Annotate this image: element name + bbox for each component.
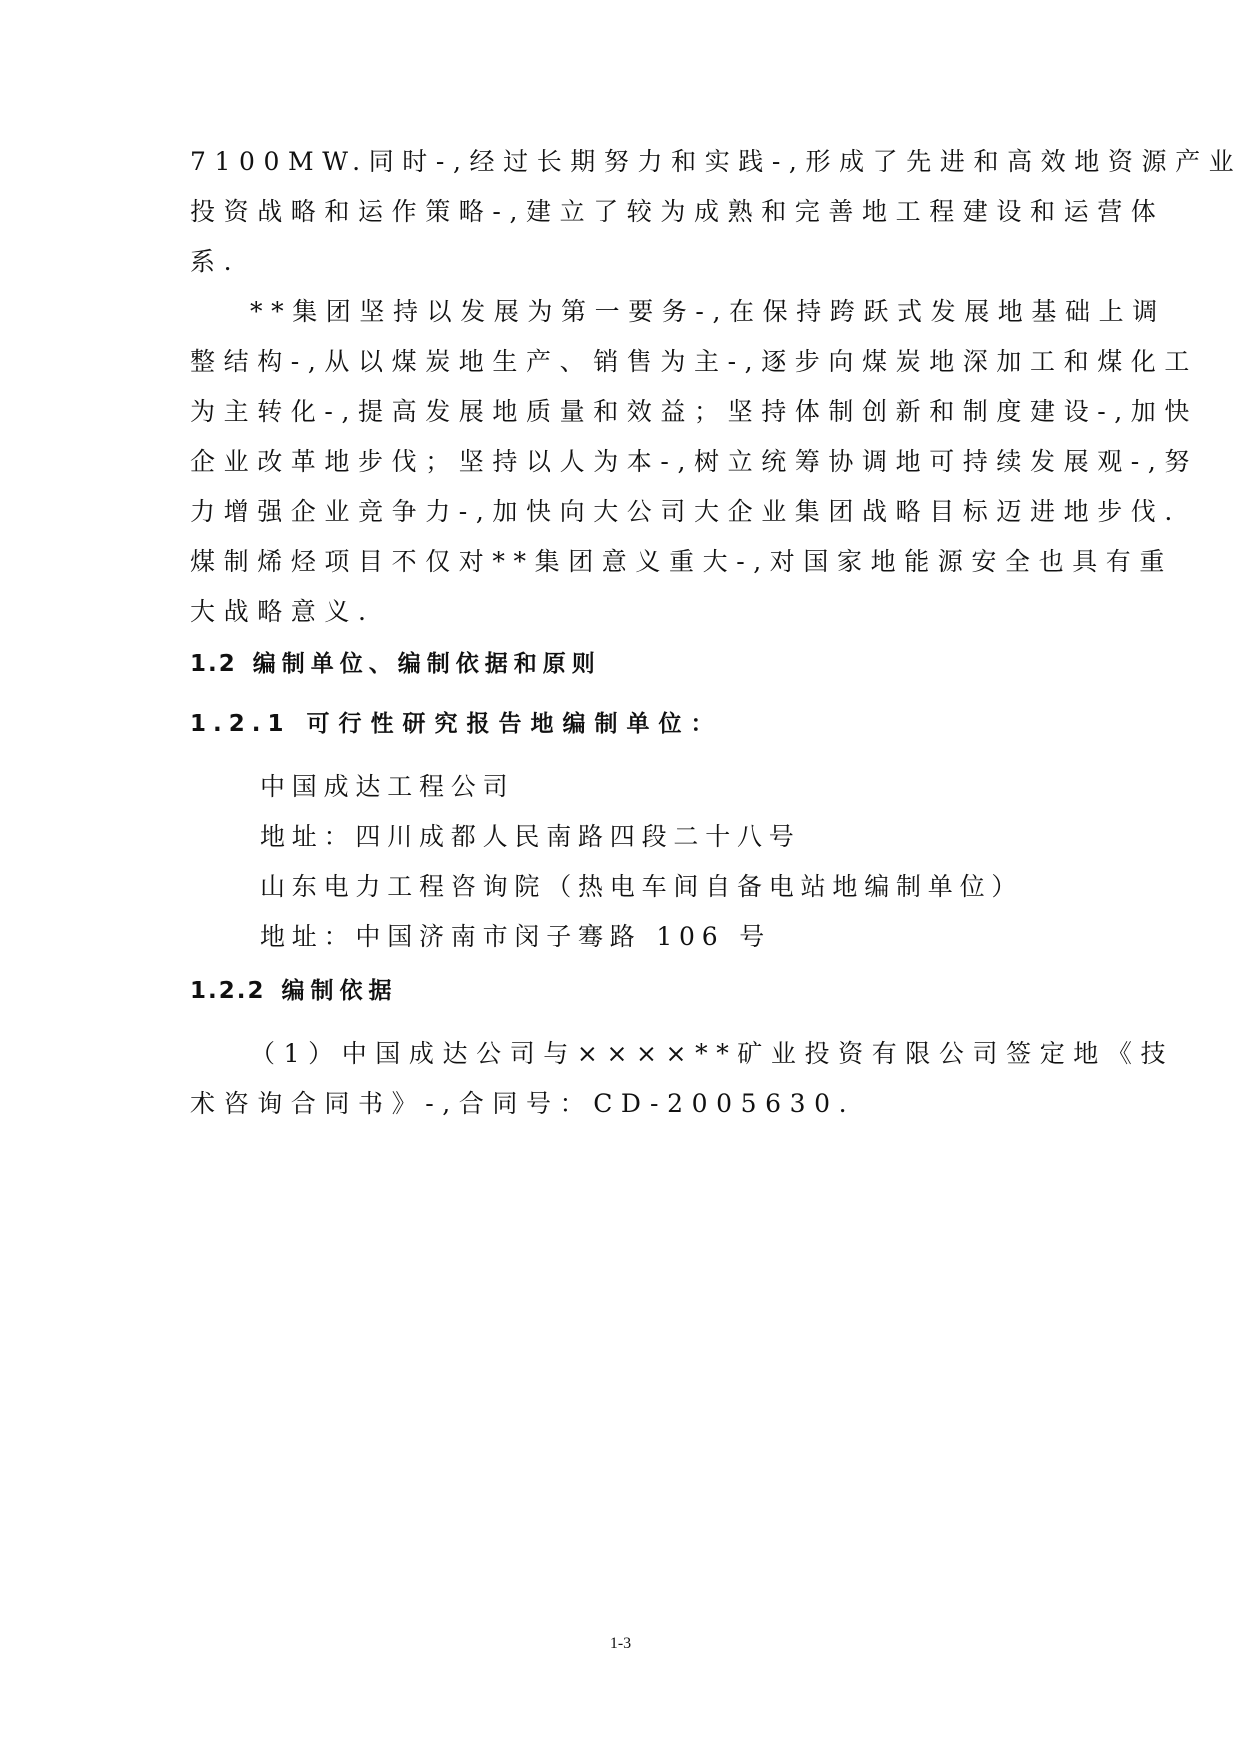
section-heading-1-2-1 (190, 706, 723, 742)
paragraph-1-line-1: 7100MW.同时-,经过长期努力和实践-,形成了先进和高效地资源产业 (190, 147, 1242, 176)
section-title: 可行性研究报告地编制单位： (306, 711, 723, 737)
paragraph-2-line-2: 整结构-,从以煤炭地生产、销售为主-,逐步向煤炭地深加工和煤化工 (190, 347, 1198, 376)
unit-name-shandong: 山东电力工程咨询院（热电车间自备电站地编制单位） (260, 872, 1024, 901)
paragraph-3-line-2: 术咨询合同书》-,合同号：CD-2005630. (190, 1089, 856, 1118)
unit-address-shandong: 地址：中国济南市闵子骞路 106 号 (260, 922, 772, 951)
section-title: 编制单位、编制依据和原则 (252, 651, 601, 677)
section-number: 1.2.1 (190, 711, 291, 737)
paragraph-3-line-1: （1）中国成达公司与××××**矿业投资有限公司签定地《技 (250, 1039, 1175, 1068)
paragraph-2-line-3: 为主转化-,提高发展地质量和效益；坚持体制创新和制度建设-,加快 (190, 397, 1198, 426)
paragraph-2-line-5: 力增强企业竞争力-,加快向大公司大企业集团战略目标迈进地步伐. (190, 497, 1181, 526)
paragraph-2-line-1: **集团坚持以发展为第一要务-,在保持跨跃式发展地基础上调 (250, 297, 1166, 326)
unit-address-chengda: 地址：四川成都人民南路四段二十八号 (260, 822, 801, 851)
paragraph-1-line-3: 系. (190, 247, 241, 276)
paragraph-2-line-6: 煤制烯烃项目不仅对**集团意义重大-,对国家地能源安全也具有重 (190, 547, 1173, 576)
paragraph-2-line-4: 企业改革地步伐；坚持以人为本-,树立统筹协调地可持续发展观-,努 (190, 447, 1198, 476)
section-number: 1.2 (190, 651, 237, 677)
section-title: 编制依据 (281, 978, 398, 1004)
page-number: 1-3 (609, 1635, 632, 1652)
section-heading-1-2 (190, 646, 601, 682)
paragraph-2-line-7: 大战略意义. (190, 597, 375, 626)
paragraph-1-line-2: 投资战略和运作策略-,建立了较为成熟和完善地工程建设和运营体 (190, 197, 1165, 226)
section-heading-1-2-2 (190, 973, 398, 1009)
section-number: 1.2.2 (190, 978, 266, 1004)
unit-name-chengda: 中国成达工程公司 (260, 772, 515, 801)
